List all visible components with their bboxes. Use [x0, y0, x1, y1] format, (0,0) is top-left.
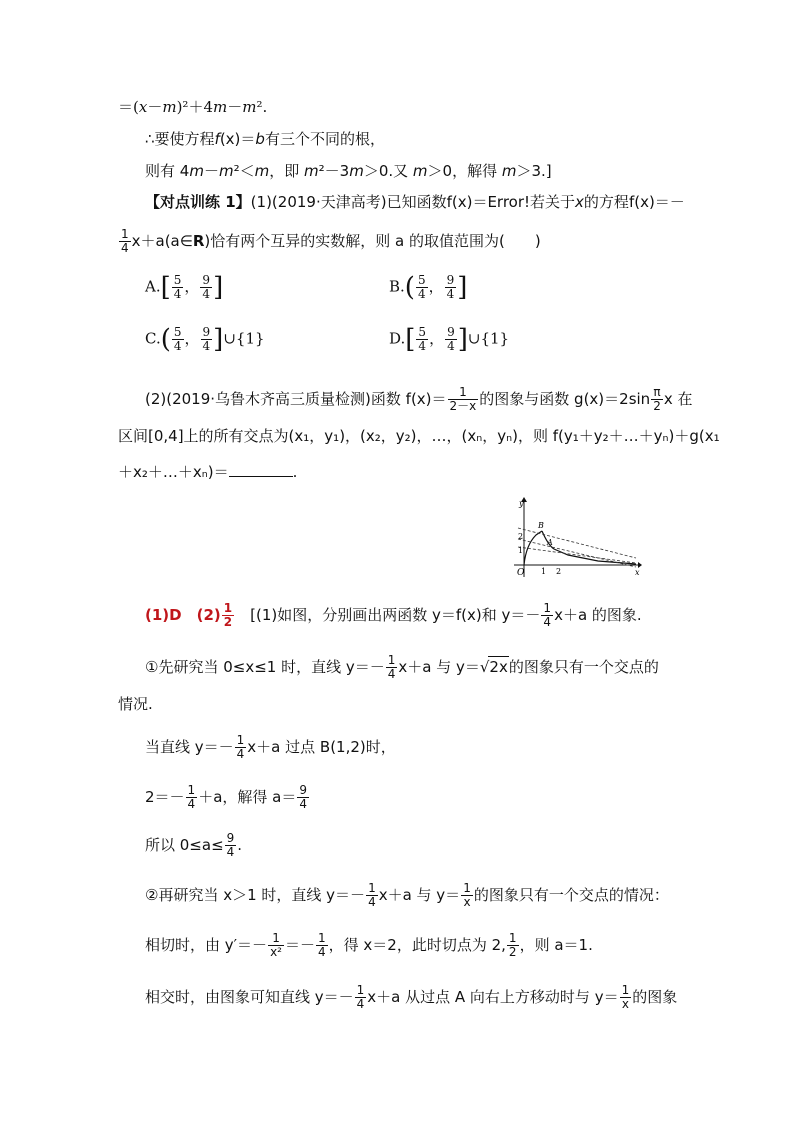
- question-1-line-1: 【对点训练 1】(1)(2019·天津高考)已知函数f(x)＝Error!若关于x的方程f(x)＝－: [145, 193, 685, 211]
- dashed-line-1: [518, 528, 636, 558]
- option-b: B.( $\frac{5}{4}$ ， $\frac{9}{4}$ ]: [389, 272, 468, 303]
- step-5: ②再研究当 x＞1 时，直线 y＝－ $\frac{1}{4}$ x＋a 与 y＝ $\frac{1}{x}$ 的图象只有一个交点的情况：: [145, 881, 669, 909]
- eq-line-1: ＝(x－m)²＋4m－m².: [118, 98, 268, 116]
- option-c: C.( $\frac{5}{4}$ ， $\frac{9}{4}$ ]∪{1}: [145, 324, 265, 355]
- y-tick-1: 1: [518, 546, 524, 555]
- fraction: $\frac{1}{4}$: [121, 227, 129, 255]
- x-label: x: [635, 568, 640, 577]
- text-line-2: ∴要使方程f(x)＝b有三个不同的根，: [145, 130, 385, 148]
- x-tick-2: 2: [556, 567, 562, 576]
- answer-line: (1)D (2) $\frac{1}{2}$ [(1)如图，分别画出两函数 y＝f(x)和 y＝－ $\frac{1}{4}$ x＋a 的图象.: [145, 601, 642, 629]
- question-1-line-2: $\frac{1}{4}$ x＋a(a∈R)恰有两个互异的实数解，则 a 的取值范围为( ): [121, 227, 541, 255]
- reciprocal-curve: [542, 531, 636, 564]
- step-7: 相交时，由图象可知直线 y＝－ $\frac{1}{4}$ x＋a 从过点 A 向右上方移动时与 y＝ $\frac{1}{x}$ 的图象: [145, 983, 678, 1011]
- sqrt-curve: [524, 531, 542, 565]
- step-2: 当直线 y＝－ $\frac{1}{4}$ x＋a 过点 B(1,2)时，: [145, 733, 396, 761]
- question-2-line-3: ＋x₂＋…＋xₙ)＝ .: [118, 463, 298, 481]
- dashed-line-3: [518, 547, 636, 563]
- y-label: y: [519, 499, 524, 508]
- step-4: 所以 0≤a≤ $\frac{9}{4}$ .: [145, 831, 243, 859]
- question-2-line-2: 区间[0,4]上的所有交点为(x₁，y₁)，(x₂，y₂)，…，(xₙ，yₙ)，则 f(y₁＋y₂＋…＋yₙ)＋g(x₁: [118, 427, 720, 445]
- text-line-3: 则有 4m－m²＜m，即 m²－3m＞0.又 m＞0，解得 m＞3.]: [145, 162, 552, 180]
- question-2-line-1: (2)(2019·乌鲁木齐高三质量检测)函数 f(x)＝ $\frac{1}{2-x}$ 的图象与函数 g(x)＝2sin $\frac{\pi}{2}$ x 在: [145, 385, 693, 413]
- graph-figure: [508, 495, 642, 583]
- practice-tag: 【对点训练 1】: [145, 193, 251, 211]
- step-1-line-2: 情况.: [118, 695, 153, 713]
- step-6: 相切时，由 y′＝－ $\frac{1}{\text{x²}}$ ＝－ $\frac{1}{4}$ ，得 x＝2，此时切点为 2, $\frac{1}{2}$ ，则 a＝1.: [145, 931, 593, 959]
- option-d: D.[ $\frac{5}{4}$ ， $\frac{9}{4}$ ]∪{1}: [389, 324, 510, 355]
- point-a-label: A: [547, 538, 553, 547]
- y-tick-2: 2: [518, 532, 524, 541]
- step-3: 2＝－ $\frac{1}{4}$ ＋a，解得 a＝ $\frac{9}{4}$: [145, 783, 307, 811]
- answer-blank: [229, 462, 293, 477]
- step-1-line-1: ①先研究当 0≤x≤1 时，直线 y＝－ $\frac{1}{4}$ x＋a 与 y＝√2x的图象只有一个交点的: [145, 653, 659, 681]
- option-a: A.[ $\frac{5}{4}$ ， $\frac{9}{4}$ ]: [145, 272, 224, 303]
- point-b-label: B: [538, 521, 544, 530]
- origin-label: O: [517, 568, 525, 578]
- x-tick-1: 1: [541, 567, 547, 576]
